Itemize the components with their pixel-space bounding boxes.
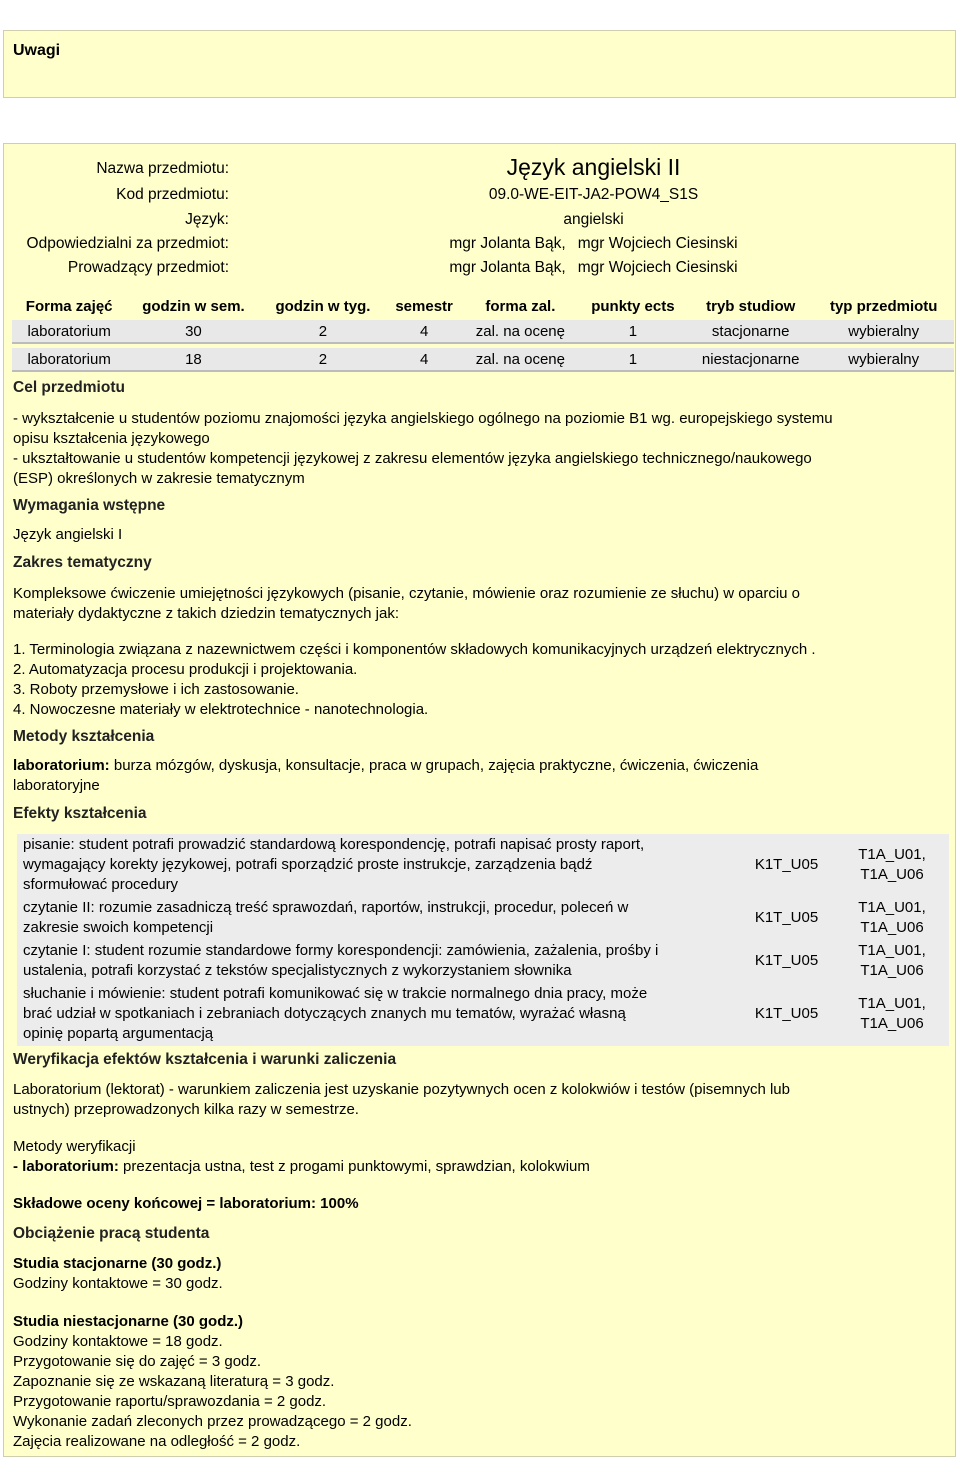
effect-description — [17, 983, 738, 1046]
list-item: 4. Nowoczesne materiały w elektrotechnice - nanotechnologia. — [13, 701, 429, 718]
methods-description: burza mózgów, dyskusja, konsultacje, praca w grupach, zajęcia praktyczne, ćwiczenia, ćwiczenia — [109, 757, 759, 774]
area-code: T1A_U01, — [858, 942, 926, 959]
lecturer-label: Prowadzący przedmiot: — [67, 259, 229, 276]
text-line: opinię popartą argumentacją — [23, 1025, 214, 1042]
text-line: czytanie I: student rozumie standardowe formy korespondencji: zamówienia, zażalenia, prośby i — [23, 942, 659, 959]
text-line: materiały dydaktyczne z takich dziedzin tematycznych jak: — [13, 605, 399, 622]
table-row — [12, 320, 954, 344]
methods-heading: Metody kształcenia — [13, 728, 155, 745]
text-line: - wykształcenie u studentów poziomu znajomości języka angielskiego ogólnego na poziomie B1 wg. europejskiego systemu — [13, 410, 833, 427]
area-code: T1A_U06 — [860, 1015, 924, 1032]
list-item: 1. Terminologia związana z nazewnictwem części i komponentów składowych komunikacyjnych urządzeń elektrycznych . — [13, 641, 816, 658]
methods-text — [13, 756, 948, 796]
methods-label: laboratorium: — [13, 757, 110, 774]
course-name-row — [4, 150, 957, 182]
text-line: (ESP) określonych w zakresie tematycznym — [13, 470, 305, 487]
table-row — [12, 348, 954, 372]
verification-methods-text: prezentacja ustna, test z progami punktowymi, sprawdzian, kolokwium — [118, 1158, 590, 1175]
table-cell: 2 — [261, 320, 386, 344]
column-header: semestr — [395, 297, 453, 315]
table-cell: niestacjonarne — [688, 348, 813, 372]
lecturer-person: mgr Jolanta Bąk, — [449, 259, 566, 276]
text-line: opisu kształcenia językowego — [13, 430, 210, 447]
text-line: Wykonanie zadań zleconych przez prowadzącego = 2 godz. — [13, 1413, 412, 1430]
prerequisites-heading: Wymagania wstępne — [13, 497, 166, 514]
table-row — [17, 834, 949, 897]
course-language: angielski — [563, 211, 624, 228]
text-line: Godziny kontaktowe = 30 godz. — [13, 1275, 223, 1292]
text-line: pisanie: student potrafi prowadzić standardową korespondencję, potrafi napisać prosty raport, — [23, 836, 645, 853]
course-name-label: Nazwa przedmiotu: — [96, 160, 229, 177]
list-item: 2. Automatyzacja procesu produkcji i projektowania. — [13, 661, 358, 678]
text-line: laboratoryjne — [13, 777, 100, 794]
workload-text — [13, 1254, 948, 1452]
table-row — [17, 983, 949, 1046]
table-cell: laboratorium — [12, 348, 126, 372]
text-line: słuchanie i mówienie: student potrafi komunikować się w trakcie normalnego dnia pracy, może — [23, 985, 648, 1002]
effect-description — [17, 834, 738, 897]
table-cell: stacjonarne — [688, 320, 813, 344]
notes-section — [3, 30, 956, 98]
area-code: T1A_U01, — [858, 899, 926, 916]
effect-code: K1T_U05 — [738, 834, 835, 897]
final-grade-composition: Składowe oceny końcowej = laboratorium: 100% — [13, 1195, 359, 1212]
table-cell: 30 — [126, 320, 260, 344]
table-cell: 1 — [578, 320, 688, 344]
effect-area-codes — [835, 983, 949, 1046]
course-code: 09.0-WE-EIT-JA2-POW4_S1S — [488, 186, 699, 203]
course-card — [3, 143, 956, 1457]
text-line: ustalenia, potrafi korzystać z tekstów specjalistycznych z wykorzystaniem słownika — [23, 962, 572, 979]
text-line: brać udział w spotkaniach i zebraniach dotyczących znanych mu tematów, wyrażać własną — [23, 1005, 626, 1022]
text-line: Laboratorium (lektorat) - warunkiem zaliczenia jest uzyskanie pozytywnych ocen z kolokwiów i testów (pisemnych lub — [13, 1081, 790, 1098]
responsible-persons — [236, 235, 951, 253]
column-header: punkty ects — [591, 297, 675, 315]
effects-table — [17, 834, 949, 1046]
goal-heading: Cel przedmiotu — [13, 379, 125, 396]
area-code: T1A_U06 — [860, 919, 924, 936]
column-header: godzin w tyg. — [275, 297, 371, 315]
notes-heading: Uwagi — [13, 42, 61, 59]
responsible-label: Odpowiedzialni za przedmiot: — [26, 235, 229, 252]
course-code-row — [4, 184, 957, 208]
prerequisites-text: Język angielski I — [13, 526, 123, 543]
effect-code: K1T_U05 — [738, 940, 835, 983]
area-code: T1A_U06 — [860, 962, 924, 979]
effect-description — [17, 897, 738, 940]
table-cell: zal. na ocenę — [463, 320, 578, 344]
table-header-row — [12, 296, 954, 316]
column-header: typ przedmiotu — [829, 297, 938, 315]
course-code-label: Kod przedmiotu: — [116, 186, 229, 203]
scope-topics — [13, 640, 948, 720]
course-language-label: Język: — [185, 211, 229, 228]
effect-area-codes — [835, 834, 949, 897]
table-cell: 18 — [126, 348, 260, 372]
responsible-person: mgr Jolanta Bąk, — [449, 235, 566, 252]
column-header: forma zal. — [485, 297, 556, 315]
workload-heading: Obciążenie pracą studenta — [13, 1225, 210, 1242]
lecturer-person: mgr Wojciech Ciesinski — [577, 259, 738, 276]
table-cell: 4 — [385, 348, 463, 372]
effect-description — [17, 940, 738, 983]
text-line: czytanie II: rozumie zasadniczą treść sprawozdań, raportów, instrukcji, procedur, poleceń w — [23, 899, 629, 916]
lecturer-persons — [236, 259, 951, 277]
class-forms-table — [12, 292, 954, 376]
area-code: T1A_U01, — [858, 846, 926, 863]
table-cell: wybieralny — [813, 348, 954, 372]
table-cell: laboratorium — [12, 320, 126, 344]
effect-code: K1T_U05 — [738, 897, 835, 940]
effect-code: K1T_U05 — [738, 983, 835, 1046]
responsible-row — [4, 233, 957, 257]
text-line: - ukształtowanie u studentów kompetencji językowej z zakresu elementów języka angielskiego technicznego/naukowego — [13, 450, 812, 467]
table-cell: 2 — [261, 348, 386, 372]
verification-methods-bold: - laboratorium: — [13, 1158, 119, 1175]
verification-methods-label: Metody weryfikacji — [13, 1138, 136, 1155]
text-line: Przygotowanie raportu/sprawozdania = 2 godz. — [13, 1393, 327, 1410]
course-title: Język angielski II — [506, 154, 681, 180]
text-line: Kompleksowe ćwiczenie umiejętności językowych (pisanie, czytanie, mówienie oraz rozumienie ze słuchu) w oparciu o — [13, 585, 801, 602]
course-language-row — [4, 209, 957, 233]
part-time-title: Studia niestacjonarne (30 godz.) — [13, 1313, 244, 1330]
table-cell: zal. na ocenę — [463, 348, 578, 372]
column-header: Forma zajęć — [25, 297, 113, 315]
table-cell: 4 — [385, 320, 463, 344]
column-header: godzin w sem. — [142, 297, 245, 315]
area-code: T1A_U06 — [860, 866, 924, 883]
effect-area-codes — [835, 897, 949, 940]
text-line: wymagający korekty językowej, potrafi sporządzić proste instrukcje, zarządzenia bądź — [23, 856, 593, 873]
text-line: sformułować procedury — [23, 876, 179, 893]
full-time-title: Studia stacjonarne (30 godz.) — [13, 1255, 222, 1272]
column-header: tryb studiow — [706, 297, 796, 315]
text-line: Zapoznanie się ze wskazaną literaturą = 3 godz. — [13, 1373, 335, 1390]
goal-text — [13, 409, 948, 489]
effects-heading: Efekty kształcenia — [13, 805, 147, 822]
lecturer-row — [4, 257, 957, 281]
verification-text — [13, 1080, 948, 1214]
text-line: ustnych) przeprowadzonych kilka razy w semestrze. — [13, 1101, 359, 1118]
responsible-person: mgr Wojciech Ciesinski — [577, 235, 738, 252]
text-line: Godziny kontaktowe = 18 godz. — [13, 1333, 223, 1350]
text-line: Przygotowanie się do zajęć = 3 godz. — [13, 1353, 262, 1370]
verification-heading: Weryfikacja efektów kształcenia i warunki zaliczenia — [13, 1051, 397, 1068]
text-line: zakresie swoich kompetencji — [23, 919, 214, 936]
table-row — [17, 897, 949, 940]
table-row — [17, 940, 949, 983]
area-code: T1A_U01, — [858, 995, 926, 1012]
text-line: Zajęcia realizowane na odległość = 2 godz. — [13, 1433, 301, 1450]
list-item: 3. Roboty przemysłowe i ich zastosowanie. — [13, 681, 299, 698]
effect-area-codes — [835, 940, 949, 983]
table-cell: 1 — [578, 348, 688, 372]
table-cell: wybieralny — [813, 320, 954, 344]
scope-intro — [13, 584, 948, 624]
scope-heading: Zakres tematyczny — [13, 554, 152, 571]
